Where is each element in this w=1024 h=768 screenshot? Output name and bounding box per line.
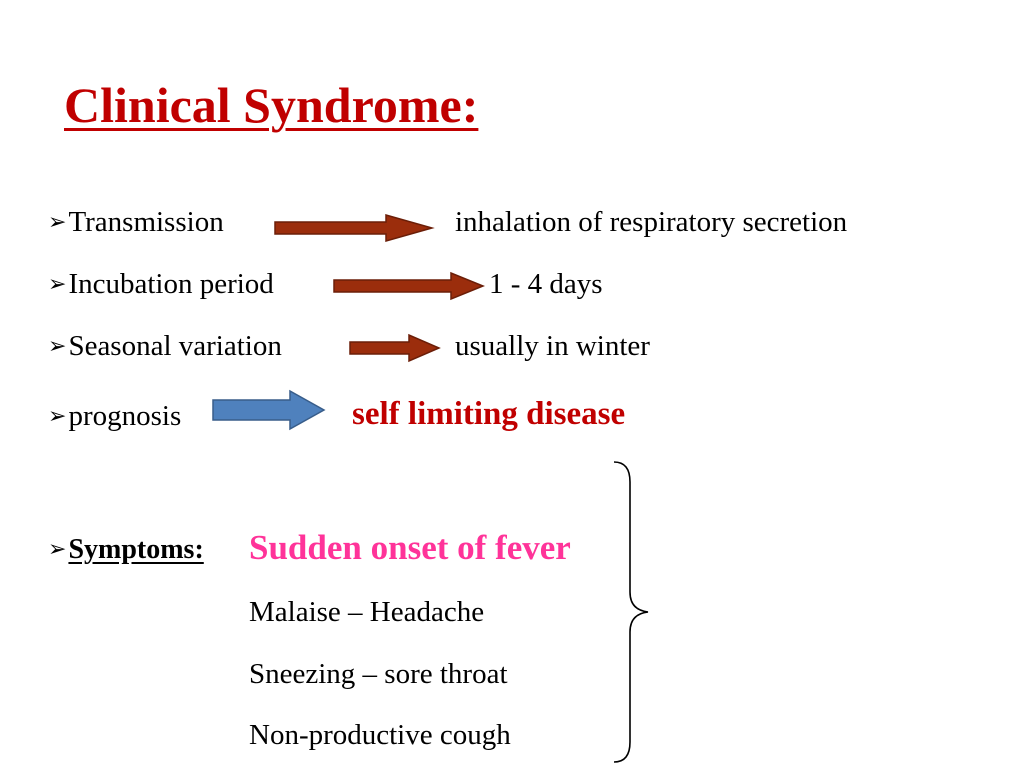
right-brace-icon — [612, 460, 652, 766]
row-label: prognosis — [68, 400, 182, 432]
bullet-arrow-icon: ➢ — [48, 271, 67, 296]
prognosis-value: self limiting disease — [352, 396, 626, 432]
row-symptoms — [48, 536, 204, 564]
bullet-arrow-icon: ➢ — [48, 209, 67, 234]
row-label: Seasonal variation — [68, 330, 282, 362]
row-value: 1 - 4 days — [489, 268, 603, 300]
symptoms-label: Symptoms: — [68, 534, 204, 565]
row-label: Incubation period — [68, 268, 274, 300]
row-value: inhalation of respiratory secretion — [455, 206, 848, 238]
right-arrow-icon — [333, 272, 485, 300]
bullet-arrow-icon: ➢ — [48, 536, 67, 561]
row-label: Transmission — [68, 206, 224, 238]
right-arrow-icon — [274, 214, 434, 242]
right-arrow-icon — [349, 334, 441, 362]
bullet-arrow-icon: ➢ — [48, 403, 67, 428]
bullet-arrow-icon: ➢ — [48, 333, 67, 358]
slide-title: Clinical Syndrome: — [64, 77, 479, 133]
symptom-highlight: Sudden onset of fever — [249, 528, 571, 567]
row-value: usually in winter — [455, 330, 650, 362]
right-arrow-icon — [212, 390, 326, 430]
row-transmission — [48, 208, 224, 237]
symptom-item: Non-productive cough — [249, 719, 511, 751]
row-prognosis — [48, 402, 181, 431]
symptom-item: Malaise – Headache — [249, 596, 485, 628]
row-seasonal — [48, 332, 282, 361]
symptom-item: Sneezing – sore throat — [249, 658, 508, 690]
row-incubation — [48, 270, 274, 299]
